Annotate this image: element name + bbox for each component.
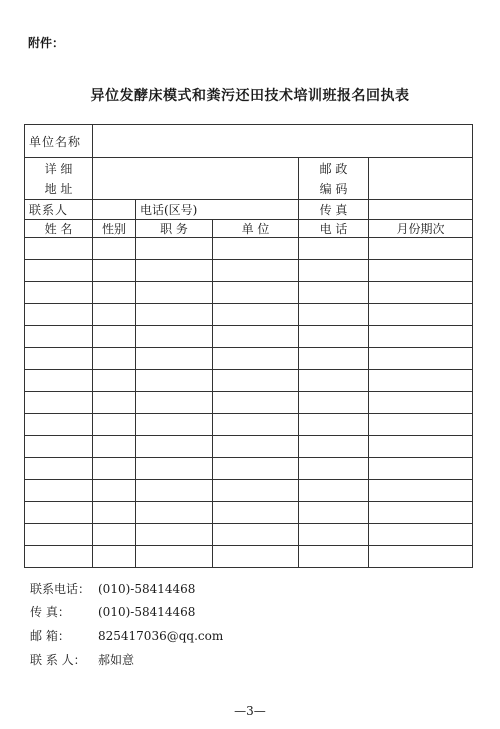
table-cell[interactable] [369, 326, 473, 348]
fax-field[interactable] [369, 200, 473, 220]
table-cell[interactable] [136, 524, 213, 546]
table-cell[interactable] [213, 304, 299, 326]
table-cell[interactable] [25, 326, 93, 348]
table-cell[interactable] [25, 392, 93, 414]
col-header-unit: 单 位 [213, 220, 299, 238]
postcode-label [299, 158, 369, 200]
table-cell[interactable] [369, 524, 473, 546]
table-cell[interactable] [299, 458, 369, 480]
table-cell[interactable] [136, 546, 213, 568]
table-cell[interactable] [299, 480, 369, 502]
table-cell[interactable] [136, 436, 213, 458]
table-row [25, 502, 473, 524]
table-cell[interactable] [213, 392, 299, 414]
unit-name-label: 单位名称 [25, 125, 93, 158]
table-cell[interactable] [136, 502, 213, 524]
footer-contact [30, 651, 134, 668]
address-label-line1: 详 细 [44, 161, 73, 176]
table-cell[interactable] [213, 480, 299, 502]
table-cell[interactable] [25, 458, 93, 480]
table-cell[interactable] [25, 480, 93, 502]
table-cell[interactable] [136, 392, 213, 414]
fax-label: 传 真 [299, 200, 369, 220]
table-cell[interactable] [299, 436, 369, 458]
address-label-line2: 地 址 [44, 181, 73, 196]
table-row [25, 260, 473, 282]
table-cell[interactable] [369, 546, 473, 568]
table-cell[interactable] [93, 260, 136, 282]
table-cell[interactable] [213, 326, 299, 348]
footer-phone-key: 联系电话： [30, 582, 91, 596]
table-cell[interactable] [93, 304, 136, 326]
table-cell[interactable] [213, 436, 299, 458]
table-row [25, 326, 473, 348]
table-cell[interactable] [136, 282, 213, 304]
footer-fax-key: 传 真： [30, 605, 70, 619]
footer-contact-value: 郝如意 [98, 653, 135, 667]
table-cell[interactable] [25, 436, 93, 458]
table-cell[interactable] [136, 260, 213, 282]
table-cell[interactable] [25, 524, 93, 546]
col-header-session: 月份期次 [369, 220, 473, 238]
table-cell[interactable] [299, 392, 369, 414]
footer-email-key: 邮 箱： [30, 629, 70, 643]
unit-name-field[interactable] [93, 125, 473, 158]
table-cell[interactable] [213, 546, 299, 568]
table-cell[interactable] [93, 282, 136, 304]
table-cell[interactable] [93, 392, 136, 414]
table-cell[interactable] [369, 348, 473, 370]
table-row [25, 436, 473, 458]
table-cell[interactable] [136, 326, 213, 348]
table-cell[interactable] [369, 480, 473, 502]
table-row [25, 546, 473, 568]
table-row [25, 458, 473, 480]
contact-row [25, 200, 473, 220]
address-row [25, 158, 473, 200]
attendee-rows [25, 238, 473, 568]
table-cell[interactable] [299, 326, 369, 348]
table-cell[interactable] [369, 282, 473, 304]
table-cell[interactable] [213, 348, 299, 370]
table-cell[interactable] [25, 304, 93, 326]
footer-phone-value: (010)-58414468 [98, 582, 196, 596]
table-cell[interactable] [369, 414, 473, 436]
table-cell[interactable] [213, 414, 299, 436]
table-cell[interactable] [93, 524, 136, 546]
table-cell[interactable] [136, 304, 213, 326]
table-cell[interactable] [136, 458, 213, 480]
attachment-label: 附件： [28, 36, 65, 50]
table-cell[interactable] [213, 260, 299, 282]
footer-contact-key: 联 系 人： [30, 653, 86, 667]
table-cell[interactable] [93, 502, 136, 524]
table-row [25, 304, 473, 326]
form-title: 异位发酵床模式和粪污还田技术培训班报名回执表 [90, 88, 410, 104]
contact-label: 联系人 [25, 200, 93, 220]
table-cell[interactable] [136, 480, 213, 502]
col-header-position: 职 务 [136, 220, 213, 238]
table-cell[interactable] [93, 238, 136, 260]
footer-fax [30, 603, 195, 620]
postcode-label-line1: 邮 政 [319, 161, 348, 176]
unit-name-row [25, 125, 473, 158]
table-cell[interactable] [299, 370, 369, 392]
table-row [25, 282, 473, 304]
table-cell[interactable] [369, 458, 473, 480]
footer-email [30, 627, 223, 644]
table-cell[interactable] [25, 348, 93, 370]
table-cell[interactable] [25, 414, 93, 436]
table-cell[interactable] [93, 414, 136, 436]
address-label [25, 158, 93, 200]
table-cell[interactable] [369, 304, 473, 326]
table-cell[interactable] [299, 348, 369, 370]
registration-form-table [24, 124, 473, 568]
phone-area-label: 电话(区号) [136, 200, 299, 220]
page-number: —3— [234, 704, 266, 718]
table-cell[interactable] [93, 458, 136, 480]
table-cell[interactable] [136, 238, 213, 260]
table-cell[interactable] [93, 348, 136, 370]
col-header-gender: 性别 [93, 220, 136, 238]
table-cell[interactable] [369, 238, 473, 260]
table-header-row [25, 220, 473, 238]
col-header-name: 姓 名 [25, 220, 93, 238]
table-cell[interactable] [93, 370, 136, 392]
table-cell[interactable] [299, 502, 369, 524]
table-cell[interactable] [369, 392, 473, 414]
postcode-label-line2: 编 码 [319, 181, 348, 196]
table-cell[interactable] [25, 238, 93, 260]
table-row [25, 524, 473, 546]
table-row [25, 370, 473, 392]
table-cell[interactable] [213, 524, 299, 546]
table-cell[interactable] [213, 458, 299, 480]
address-field[interactable] [93, 158, 299, 200]
table-cell[interactable] [213, 238, 299, 260]
table-cell[interactable] [25, 502, 93, 524]
table-cell[interactable] [299, 260, 369, 282]
table-cell[interactable] [93, 436, 136, 458]
table-cell[interactable] [136, 414, 213, 436]
postcode-field[interactable] [369, 158, 473, 200]
table-row [25, 392, 473, 414]
table-cell[interactable] [25, 282, 93, 304]
table-row [25, 348, 473, 370]
table-cell[interactable] [369, 370, 473, 392]
table-cell[interactable] [369, 502, 473, 524]
table-cell[interactable] [299, 524, 369, 546]
table-cell[interactable] [93, 480, 136, 502]
table-row [25, 480, 473, 502]
footer-fax-value: (010)-58414468 [98, 605, 196, 619]
table-cell[interactable] [213, 370, 299, 392]
table-cell[interactable] [299, 304, 369, 326]
table-row [25, 414, 473, 436]
col-header-phone: 电 话 [299, 220, 369, 238]
table-cell[interactable] [213, 502, 299, 524]
table-cell[interactable] [25, 260, 93, 282]
table-cell[interactable] [25, 546, 93, 568]
table-cell[interactable] [299, 238, 369, 260]
table-row [25, 238, 473, 260]
table-cell[interactable] [213, 282, 299, 304]
table-cell[interactable] [369, 260, 473, 282]
table-cell[interactable] [136, 348, 213, 370]
footer-email-value: 825417036@qq.com [98, 629, 224, 643]
table-cell[interactable] [93, 326, 136, 348]
table-cell[interactable] [369, 436, 473, 458]
footer-phone [30, 580, 195, 597]
table-cell[interactable] [299, 414, 369, 436]
contact-field[interactable] [93, 200, 136, 220]
table-cell[interactable] [299, 546, 369, 568]
table-cell[interactable] [25, 370, 93, 392]
table-cell[interactable] [93, 546, 136, 568]
table-cell[interactable] [299, 282, 369, 304]
table-cell[interactable] [136, 370, 213, 392]
